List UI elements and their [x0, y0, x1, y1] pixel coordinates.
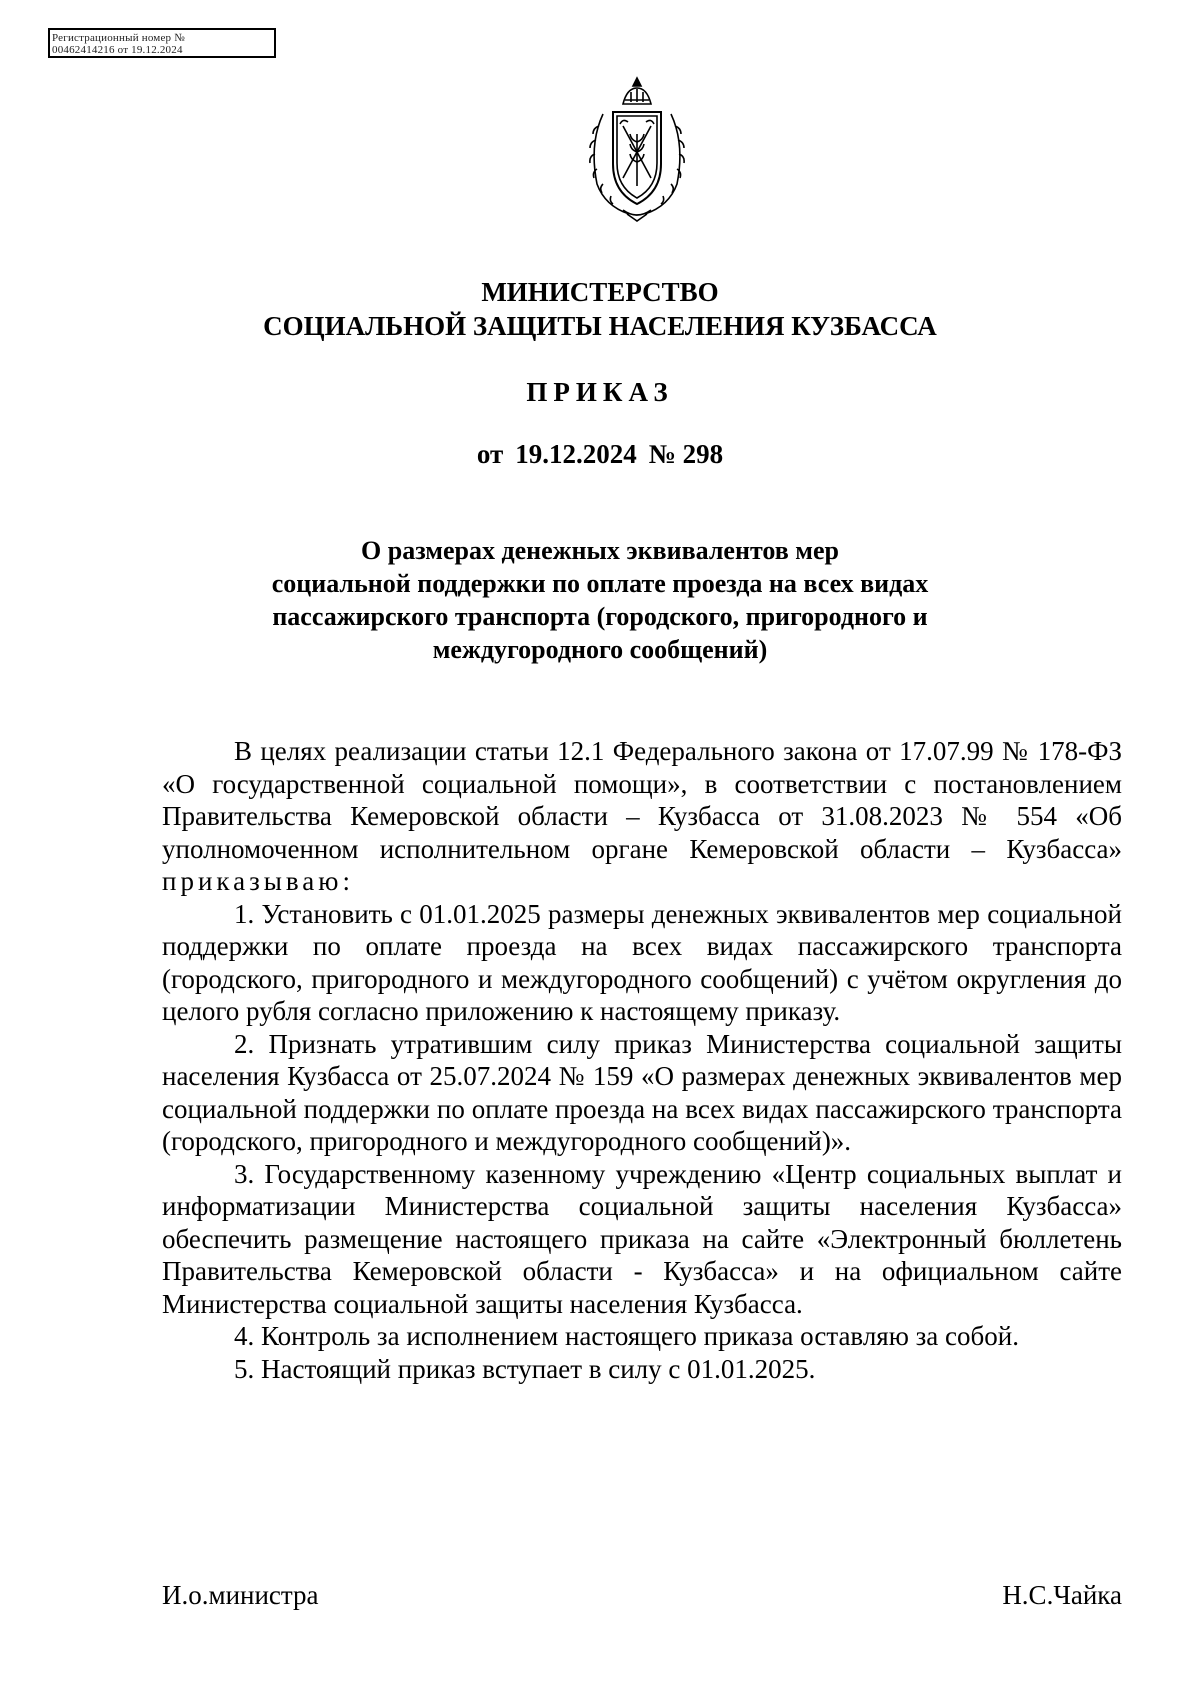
ministry-name-line-1: МИНИСТЕРСТВО — [481, 277, 719, 307]
preamble-text: В целях реализации статьи 12.1 Федерального закона от 17.07.99 № 178-ФЗ «О государственной социальной помощи», в соответствии с постановлением Правительства Кемеровской области – Кузбасса от 31.08.2023 № 554 «Об уполномоченном исполнительном органе Кемеровской области – Кузбасса» — [162, 736, 1122, 864]
ministry-name — [0, 275, 1200, 343]
title-line-3: пассажирского транспорта (городского, пригородного и — [272, 602, 928, 631]
registration-number-value: 00462414216 от 19.12.2024 — [52, 44, 183, 56]
document-title — [0, 534, 1200, 666]
title-line-2: социальной поддержки по оплате проезда на всех видах — [271, 569, 929, 598]
item-1-paragraph: 1. Установить с 01.01.2025 размеры денежных эквивалентов мер социальной поддержки по оплате проезда на всех видах пассажирского транспорта (городского, пригородного и междугородного сообщений) с учётом округления до целого рубля согласно приложению к настоящему приказу. — [162, 898, 1122, 1026]
document-body — [162, 735, 1122, 1385]
item-2-paragraph: 2. Признать утратившим силу приказ Министерства социальной защиты населения Кузбасса от 25.07.2024 № 159 «О размерах денежных эквивалентов мер социальной поддержки по оплате проезда на всех видах пассажирского транспорта (городского, пригородного и междугородного сообщений)». — [162, 1028, 1122, 1156]
prikazyvayu-text: приказываю: — [162, 866, 354, 896]
registration-stamp — [48, 28, 276, 58]
preamble-paragraph — [162, 735, 1122, 898]
document-number: № 298 — [648, 439, 724, 469]
title-line-4: междугородного сообщений) — [432, 635, 768, 664]
item-4-paragraph: 4. Контроль за исполнением настоящего приказа оставляю за собой. — [234, 1321, 1019, 1351]
title-line-1: О размерах денежных эквивалентов мер — [361, 536, 839, 565]
registration-number-label: Регистрационный номер № — [52, 32, 185, 44]
date-prefix: от — [476, 439, 504, 469]
item-5-paragraph: 5. Настоящий приказ вступает в силу с 01.01.2025. — [234, 1353, 816, 1384]
document-type: ПРИКАЗ — [526, 377, 674, 407]
document-date-number — [0, 437, 1200, 471]
signatory-position: И.о.министра — [162, 1580, 319, 1610]
signatory-name: Н.С.Чайка — [1002, 1580, 1122, 1610]
ministry-name-line-2: СОЦИАЛЬНОЙ ЗАЩИТЫ НАСЕЛЕНИЯ КУЗБАССА — [263, 311, 937, 341]
kuzbass-coat-of-arms-icon — [583, 74, 691, 222]
item-3-paragraph: 3. Государственному казенному учреждению «Центр социальных выплат и информатизации Министерства социальной защиты населения Кузбасса» обеспечить размещение настоящего приказа на сайте «Электронный бюллетень Правительства Кемеровской области - Кузбасса» и на официальном сайте Министерства социальной защиты населения Кузбасса. — [162, 1158, 1122, 1319]
document-date: 19.12.2024 — [515, 439, 637, 469]
